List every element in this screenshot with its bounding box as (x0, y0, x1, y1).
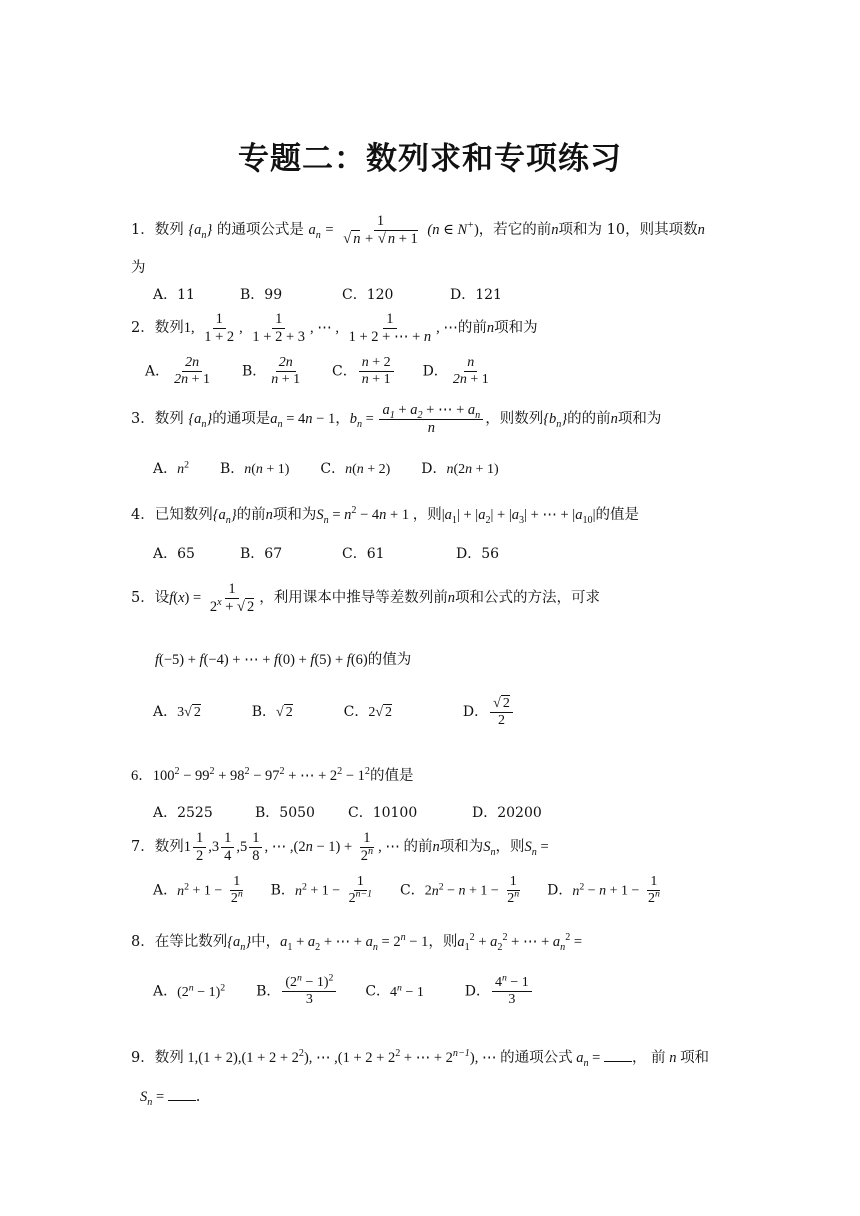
question-5: 5．设f(x) = $\frac{1}{2^x + √ 2}$ ，利用课本中推导等差数列前n项和公式的方法，可求 (131, 581, 600, 615)
q4-option-a: A．65 (153, 546, 195, 562)
answer-blank-an[interactable] (604, 1049, 632, 1062)
q1-option-d: D．121 (450, 287, 502, 303)
question-9-line2: $S_n$ = . (140, 1089, 201, 1108)
q2-options: A． $\frac{2n}{2n + 1}$ B． $\frac{2n}{n + 1}$ C． $\frac{n + 2}{n + 1}$ D． $\frac{n}{2n + 1}$ (145, 355, 489, 388)
q1-option-c: C．120 (342, 287, 394, 303)
question-3: 3．数列 $\{a_n\}$的通项是$a_n = 4n - 1$，$b_n$ = $\frac{a_1 + a_2 + \cdots + a_n}{n}$ ，则数列$\{b_n\}$的的前n项和为 (131, 402, 662, 436)
q1-option-a: A．11 (153, 287, 195, 303)
question-2: 2．数列1, $\frac{1}{1 + 2}$ , $\frac{1}{1 + 2 + 3}$ , ⋯ , $\frac{1}{1 + 2 + \cdots + n}$ , ⋯的前n项和为 (131, 311, 538, 345)
question-8: 8．在等比数列$\{a_n\}$中，$a_1 + a_2$ + ⋯ + $a_n = 2^n - 1$，则$a_1^2 + a_2^2$ + ⋯ + $a_n^2$ = (131, 932, 583, 953)
question-5-line2: f(−5) + f(−4) + ⋯ + f(0) + f(5) + f(6)的值为 (155, 652, 412, 668)
question-1: 1．数列 $\{a_n\}$ 的通项公式是 $a_n$ = $\frac{1}{√ n + √ n + 1}$ (n ∈ N+)，若它的前n项和为 10，则其项数n (131, 213, 705, 247)
page-title: 专题二：数列求和专项练习 (238, 141, 622, 177)
q1-option-b: B．99 (240, 287, 283, 303)
q3-options: A．$n^2$ B．n(n + 1) C．n(n + 2) D．n(2n + 1) (153, 459, 499, 477)
q6-option-b: B．5050 (255, 805, 315, 821)
q6-option-c: C．10100 (348, 805, 418, 821)
q6-option-d: D．20200 (472, 805, 542, 821)
q4-option-c: C．61 (342, 546, 385, 562)
question-7: 7．数列1 $\frac{1}{2}$ ,3 $\frac{1}{4}$ ,5 $\frac{1}{8}$ , ⋯ ,(2n − 1) + $\frac{1}{2^n}$ , ⋯ 的前n项和为$S_n$，则$S_n$ = (131, 830, 549, 864)
question-4: 4．已知数列$\{a_n\}$的前n项和为$S_n = n^2 - 4n + 1$ ，则$|a_1| + |a_2| + |a_3|$ + ⋯ + $|a_{10}|$的值是 (131, 505, 639, 526)
q5-options: A．3√ 2 B．√ 2 C．2√ 2 D． $\frac{√ 2}{2}$ (153, 695, 515, 729)
q4-option-b: B．67 (240, 546, 283, 562)
q7-options: A．$n^2 + 1$ − $\frac{1}{2^n}$ B．$n^2 + 1$ − $\frac{1}{2^{n-1}}$ C．$2n^2 - n + 1$ − $\frac{1}{2^n}$ D．$n^2 - n + 1$ − $\frac{1}{2^n}$ (153, 874, 660, 907)
question-9: 9．数列 $1,(1 + 2),(1 + 2 + 2^2)$, ⋯ $,(1 + 2 + 2^2$ + ⋯ + $2^{n-1}$), ⋯ 的通项公式 $a_n$ = ， 前 n 项和 (131, 1048, 710, 1069)
q8-options: A．$(2^n - 1)^2$ B． $\frac{(2^n - 1)^2}{3}$ C．$4^n - 1$ D． $\frac{4^n - 1}{3}$ (153, 975, 534, 1008)
question-6: 6．$100^2 - 99^2 + 98^2 - 97^2$ + ⋯ + $2^2 - 1^2$的值是 (131, 766, 414, 784)
q4-option-d: D．56 (456, 546, 500, 562)
question-1-wrap: 为 (131, 260, 146, 276)
answer-blank-sn[interactable] (168, 1088, 196, 1101)
q6-option-a: A．2525 (153, 805, 213, 821)
